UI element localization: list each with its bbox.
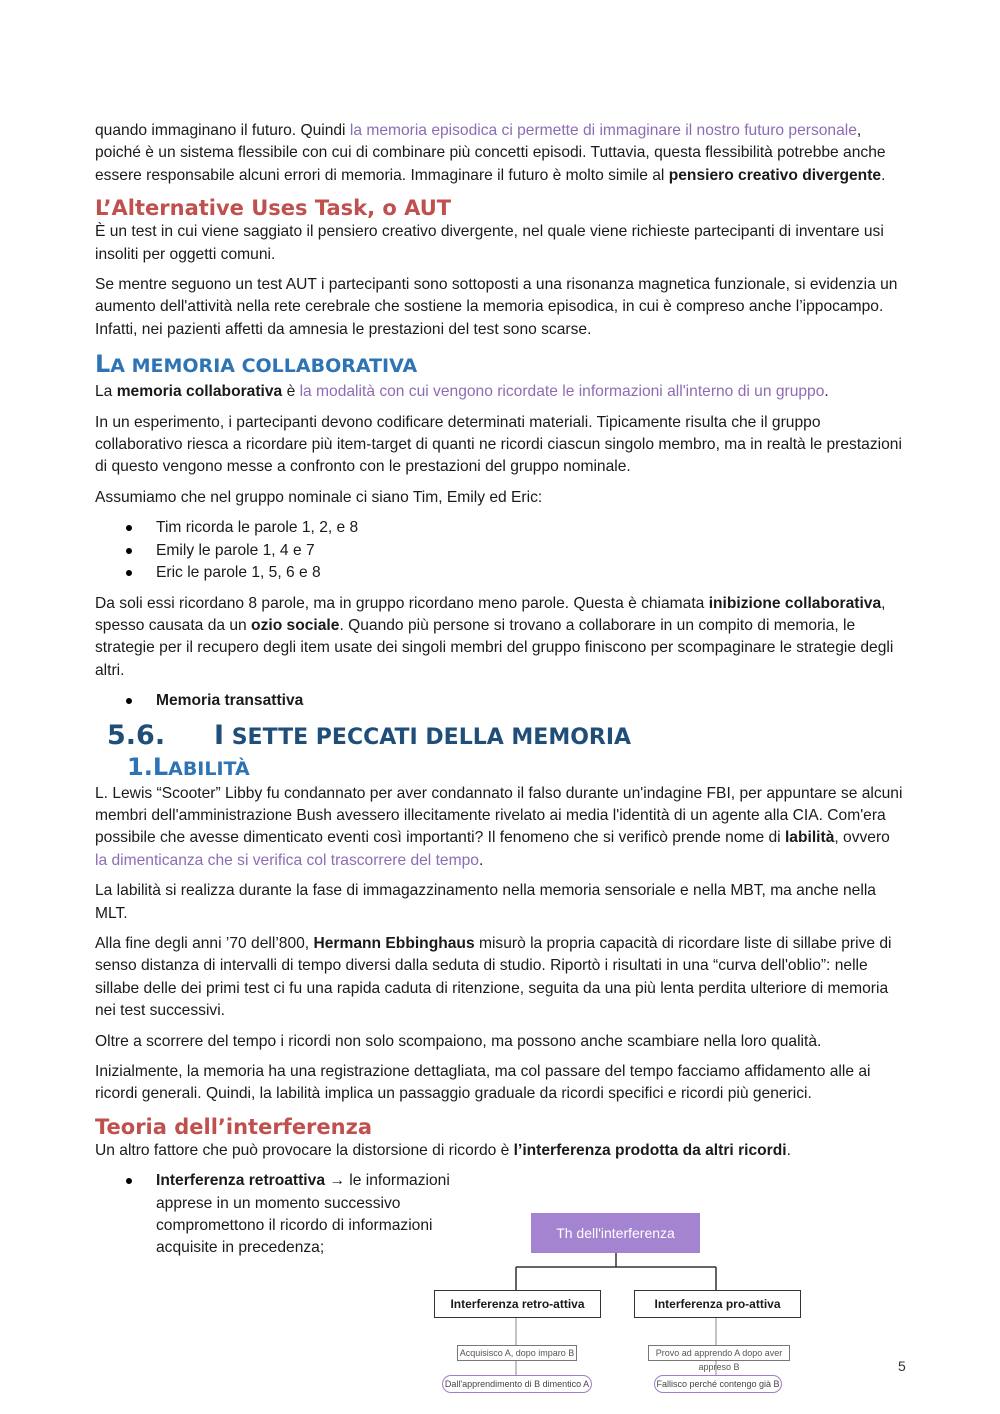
diagram-pro-effect: Fallisco perché contengo già B (654, 1375, 782, 1393)
interference-diagram (438, 1205, 798, 1405)
list-item: Emily le parole 1, 4 e 7 (156, 540, 905, 562)
labilita-paragraph-4: Oltre a scorrere del tempo i ricordi non solo scompaiono, ma possono anche scambiare nella loro qualità. (95, 1032, 822, 1050)
collab-paragraph-2: In un esperimento, i partecipanti devono codificare determinati materiali. Tipicamente risulta che il gruppo collaborativo riesca a ricordare più item-target di quanti ne ricordi ciascun singolo membro, ma in realtà le prestazioni di questo vengono messe a confronto con le prestazioni del gruppo nominale. (95, 413, 902, 476)
labilita-paragraph-5: Inizialmente, la memoria ha una registrazione dettagliata, ma col passare del tempo facciamo affidamento alle ai ricordi generali. Quindi, la labilità implica un passaggio graduale da ricordi specifici e ricordi più generici. (95, 1063, 871, 1103)
diagram-retro-example: Acquisisco A, dopo imparo B (457, 1345, 577, 1361)
diagram-retro-box: Interferenza retro-attiva (434, 1290, 601, 1318)
list-item: Memoria transattiva (156, 690, 905, 712)
document-page (95, 120, 905, 1268)
bold-text: pensiero creativo divergente (668, 166, 882, 184)
section-heading: 5.6. I SETTE PECCATI DELLA MEMORIA (107, 719, 632, 751)
collab-paragraph-3: Assumiamo che nel gruppo nominale ci siano Tim, Emily ed Eric: (95, 488, 543, 506)
list-item: Interferenza retroattiva → le informazioni apprese in un momento successivo compromettono il ricordo di informazioni acquisite in precedenza; (156, 1170, 486, 1260)
list-item: Eric le parole 1, 5, 6 e 8 (156, 562, 905, 584)
collab-heading: LA MEMORIA COLLABORATIVA (95, 350, 418, 379)
diagram-pro-box: Interferenza pro-attiva (634, 1290, 801, 1318)
interference-list (95, 1170, 486, 1260)
aut-paragraph-1: È un test in cui viene saggiato il pensiero creativo divergente, nel quale viene richieste partecipanti di inventare usi insoliti per oggetti comuni. (95, 223, 884, 263)
subsection-heading: 1.LABILITÀ (127, 752, 250, 781)
interference-paragraph: Un altro fattore che può provocare la distorsione di ricordo è l’interferenza prodotta da altri ricordi. (95, 1141, 791, 1159)
nominal-group-list (95, 517, 905, 584)
diagram-pro-example: Provo ad apprendo A dopo aver appreso B (648, 1345, 790, 1361)
highlight-text: la memoria episodica ci permette di immaginare il nostro futuro personale (349, 122, 857, 139)
transactive-list (95, 690, 905, 712)
aut-heading: L’Alternative Uses Task, o AUT (95, 196, 452, 221)
aut-paragraph-2: Se mentre seguono un test AUT i partecipanti sono sottoposti a una risonanza magnetica funzionale, si evidenzia un aumento dell'attività nella rete cerebrale che sostiene la memoria episodica, in cui è compreso anche l’ippocampo. Infatti, nei pazienti affetti da amnesia le prestazioni del test sono scarse. (95, 276, 898, 338)
diagram-retro-effect: Dall'apprendimento di B dimentico A (442, 1375, 592, 1393)
diagram-root-box: Th dell'interferenza (531, 1213, 700, 1253)
page-number: 5 (898, 1358, 906, 1374)
labilita-paragraph-2: La labilità si realizza durante la fase di immagazzinamento nella memoria sensoriale e nella MBT, ma anche nella MLT. (95, 882, 876, 922)
list-item: Tim ricorda le parole 1, 2, e 8 (156, 517, 905, 539)
intro-paragraph: quando immaginano il futuro. Quindi la memoria episodica ci permette di immaginare il nostro futuro personale, poiché è un sistema flessibile con cui di combinare più concetti episodi. Tuttavia, questa flessibilità potrebbe anche essere responsabile alcuni errori di memoria. Immaginare il futuro è molto simile al pensiero creativo divergente. (95, 122, 886, 184)
collab-paragraph-4: Da soli essi ricordano 8 parole, ma in gruppo ricordano meno parole. Questa è chiamata inibizione collaborativa, spesso causata da un ozio sociale. Quando più persone si trovano a collaborare in un compito di memoria, le strategie per il recupero degli item usate dei singoli membri del gruppo finiscono per scompaginare le strategie degli altri. (95, 594, 894, 679)
labilita-paragraph-1: L. Lewis “Scooter” Libby fu condannato per aver condannato il falso durante un'indagine FBI, per appuntare se alcuni membri dell'amministrazione Bush avessero illecitamente rivelato ai media l'identità di un agente alla CIA. Com'era possibile che avesse dimenticato eventi così importanti? Il fenomeno che si verificò prende nome di labilità, ovvero la dimenticanza che si verifica col trascorrere del tempo. (95, 784, 903, 869)
interference-heading: Teoria dell’interferenza (95, 1114, 372, 1139)
collab-definition: La memoria collaborativa è la modalità con cui vengono ricordate le informazioni all'interno di un gruppo. (95, 383, 829, 401)
labilita-paragraph-3: Alla fine degli anni ’70 dell’800, Hermann Ebbinghaus misurò la propria capacità di ricordare liste di sillabe prive di senso distanza di intervalli di tempo diversi dalla seduta di studio. Riportò i risultati in una “curva dell'oblio”: nelle sillabe delle dei primi test ci fu una rapida caduta di ritenzione, seguita da una più lenta perdita ulteriore di memoria nei test successivi. (95, 934, 892, 1020)
